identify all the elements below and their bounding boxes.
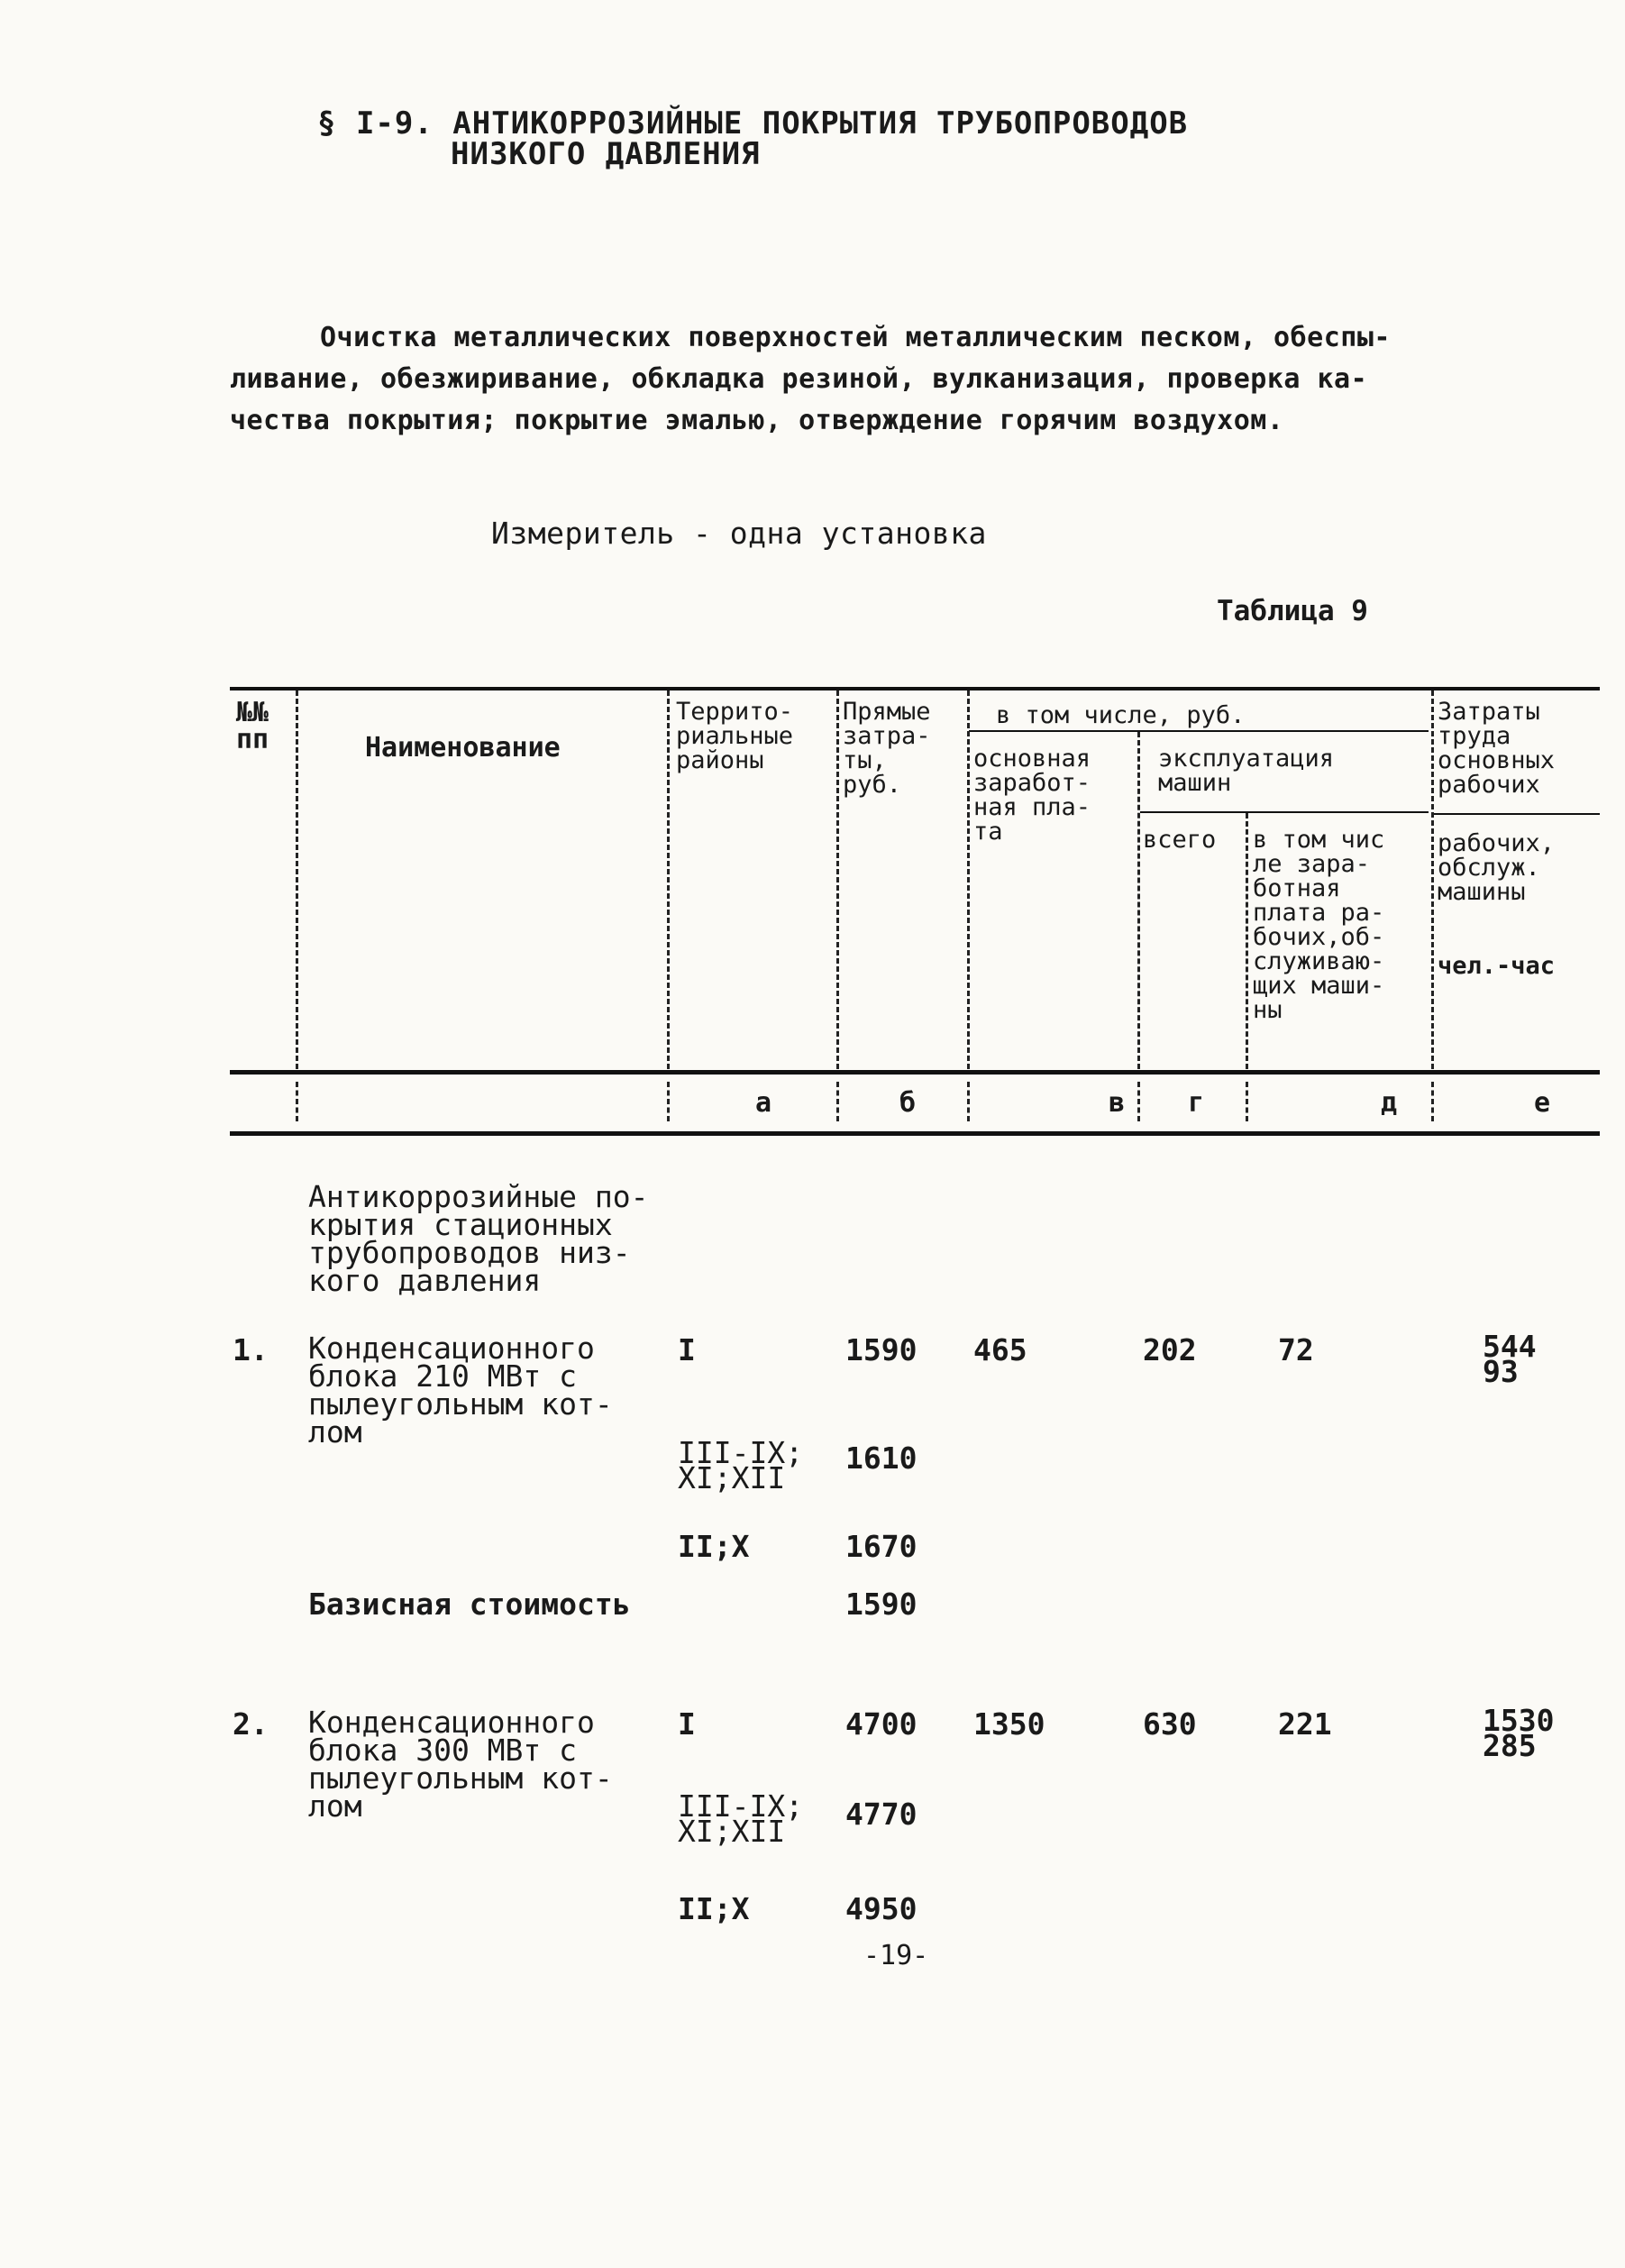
subhead-rule-labor xyxy=(1433,813,1600,815)
intro-line3: чества покрытия; покрытие эмалью, отверждение горячим воздухом. xyxy=(230,405,1284,436)
row1-labor-workers: 544 xyxy=(1483,1329,1537,1364)
section-title-line2: НИЗКОГО ДАВЛЕНИЯ xyxy=(451,136,761,172)
row1-base-value: 1590 xyxy=(845,1587,917,1622)
row1-direct-2: 1610 xyxy=(845,1440,917,1476)
idx-sep-6 xyxy=(1246,1082,1248,1121)
table-top-rule xyxy=(230,687,1600,690)
idx-sep-1 xyxy=(296,1082,298,1121)
row1-num: 1. xyxy=(233,1332,269,1367)
row1-base-salary: 465 xyxy=(973,1332,1027,1367)
subhead-rule-incl xyxy=(969,730,1429,732)
idx-sep-3 xyxy=(836,1082,839,1121)
header-exploitation: эксплуатация машин xyxy=(1158,745,1335,797)
col-sep-4 xyxy=(967,690,970,1069)
row2-name: Конденсационного блока 300 МВт с пылеугольным кот- лом xyxy=(308,1705,613,1824)
col-index-b: б xyxy=(899,1087,917,1119)
col-sep-1 xyxy=(296,690,298,1069)
row2-exploit-salary: 221 xyxy=(1278,1706,1332,1742)
header-total: всего xyxy=(1143,826,1217,854)
idx-sep-2 xyxy=(667,1082,670,1121)
section-title-line1: § I-9. АНТИКОРРОЗИЙНЫЕ ПОКРЫТИЯ ТРУБОПРОВОДОВ xyxy=(317,105,1189,142)
col-index-v: в xyxy=(1109,1087,1126,1119)
row2-region-3: II;X xyxy=(678,1891,750,1926)
col-index-d: д xyxy=(1381,1087,1398,1119)
row2-region-2: III-IX; XI;XII xyxy=(678,1788,804,1849)
header-name: Наименование xyxy=(365,732,561,764)
header-base-salary: основная заработ- ная пла- та xyxy=(973,745,1091,846)
row1-region-3: II;X xyxy=(678,1529,750,1564)
page-number: -19- xyxy=(863,1940,929,1971)
header-labor-sub: рабочих, обслуж. машины xyxy=(1438,829,1556,906)
col-index-e: е xyxy=(1534,1087,1551,1119)
row2-labor-machines: 285 xyxy=(1483,1728,1537,1763)
header-direct: Прямые затра- ты, руб. xyxy=(843,698,931,799)
row1-exploit-total: 202 xyxy=(1143,1332,1197,1367)
idx-sep-5 xyxy=(1137,1082,1140,1121)
measurer-label: Измеритель - одна установка xyxy=(491,516,987,551)
header-incl: в том числе, руб. xyxy=(996,701,1246,729)
table-number: Таблица 9 xyxy=(1217,595,1368,627)
col-index-a: а xyxy=(755,1087,772,1119)
row1-base-label: Базисная стоимость xyxy=(308,1587,631,1622)
row2-direct-3: 4950 xyxy=(845,1891,917,1926)
col-sep-6 xyxy=(1246,813,1248,1069)
row2-region-1: I xyxy=(678,1706,696,1742)
col-sep-3 xyxy=(836,690,839,1069)
row2-num: 2. xyxy=(233,1706,269,1742)
header-regions: Террито- риальные районы xyxy=(676,698,794,774)
intro-line1: Очистка металлических поверхностей металлическим песком, обеспы- xyxy=(320,322,1391,353)
row1-region-2: III-IX; XI;XII xyxy=(678,1435,804,1495)
header-incl-salary: в том чис ле зара- ботная плата ра- бочих,об- служиваю- щих маши- ны xyxy=(1253,826,1385,1024)
idx-sep-7 xyxy=(1431,1082,1434,1121)
row1-exploit-salary: 72 xyxy=(1278,1332,1314,1367)
row2-direct-2: 4770 xyxy=(845,1797,917,1832)
row1-direct-3: 1670 xyxy=(845,1529,917,1564)
row1-name: Конденсационного блока 210 МВт с пылеугольным кот- лом xyxy=(308,1331,613,1450)
col-index-g: г xyxy=(1188,1087,1205,1119)
col-sep-5 xyxy=(1137,732,1140,1069)
row1-labor-machines: 93 xyxy=(1483,1354,1519,1389)
row2-direct-1: 4700 xyxy=(845,1706,917,1742)
row2-labor-workers: 1530 xyxy=(1483,1703,1555,1738)
index-bottom-rule xyxy=(230,1131,1600,1136)
header-num: №№ пп xyxy=(236,697,269,755)
row2-base-salary: 1350 xyxy=(973,1706,1045,1742)
col-sep-2 xyxy=(667,690,670,1069)
idx-sep-4 xyxy=(967,1082,970,1121)
row1-direct-1: 1590 xyxy=(845,1332,917,1367)
header-labor-unit: чел.-час xyxy=(1438,952,1556,980)
header-labor: Затраты труда основных рабочих xyxy=(1438,698,1556,799)
row2-exploit-total: 630 xyxy=(1143,1706,1197,1742)
group-title: Антикоррозийные по- крытия стационных трубопроводов низ- кого давления xyxy=(308,1179,649,1298)
header-bottom-rule xyxy=(230,1070,1600,1075)
col-sep-7 xyxy=(1431,690,1434,1069)
intro-line2: ливание, обезжиривание, обкладка резиной, вулканизация, проверка ка- xyxy=(230,363,1368,395)
row1-region-1: I xyxy=(678,1332,696,1367)
subhead-rule-exploit xyxy=(1140,811,1429,813)
